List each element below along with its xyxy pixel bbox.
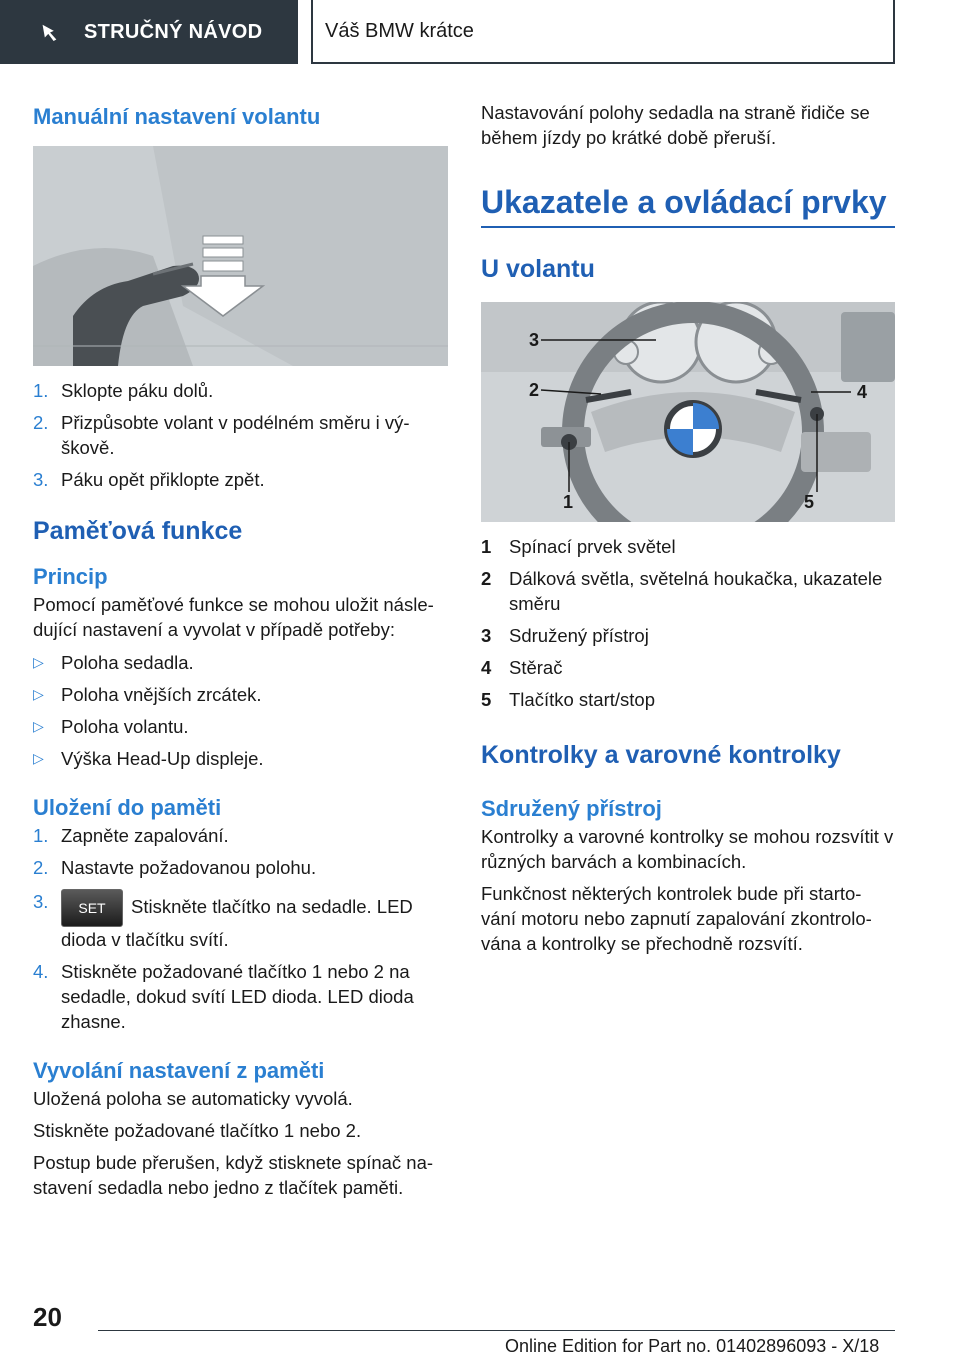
- left-column: [33, 100, 448, 1200]
- wheel-items: [481, 534, 895, 712]
- online-edition-note: Online Edition for Part no. 01402896093 - X/18: [505, 1336, 880, 1356]
- list-item: ▷ Výška Head-Up displeje.: [33, 748, 264, 769]
- set-button-icon: SET: [61, 889, 123, 927]
- cluster-heading: Sdružený přístroj: [481, 796, 662, 821]
- list-item: 2. Přizpůsobte volant v podélném směru i vý- škově.: [33, 412, 410, 458]
- list-item: 1. Zapněte zapalování.: [33, 825, 229, 846]
- chapter-header: [311, 0, 895, 64]
- list-item: 2. Nastavte požadovanou polohu.: [33, 857, 317, 878]
- footer-divider: [98, 1330, 895, 1331]
- callout-2: 2: [529, 380, 540, 400]
- callout-3: 3: [529, 330, 540, 350]
- list-item: 1. Sklopte páku dolů.: [33, 380, 214, 401]
- intro-text: Nastavování polohy sedadla na straně řidiče se během jízdy po krátké době přeruší.: [481, 102, 870, 148]
- callout-4: 4: [857, 382, 868, 402]
- list-item: ▷ Poloha sedadla.: [33, 652, 194, 673]
- list-item: 3 Sdružený přístroj: [481, 625, 649, 646]
- main-section-title: Ukazatele a ovládací prvky: [481, 182, 895, 228]
- list-item: 4. Stiskněte požadované tlačítko 1 nebo 2 na sedadle, dokud svítí LED dioda. LED dioda zhasne.: [33, 961, 414, 1032]
- list-item: ▷ Poloha volantu.: [33, 716, 189, 737]
- save-steps: [33, 823, 448, 1034]
- wheel-heading: U volantu: [481, 255, 595, 283]
- list-item: 3. SET Stiskněte tlačítko na sedadle. LED dioda v tlačítku svítí.: [33, 891, 413, 950]
- list-item: 1 Spínací prvek světel: [481, 536, 676, 557]
- callout-5: 5: [804, 492, 815, 512]
- recall-text-3: Postup bude přerušen, když stisknete spínač na-stavení sedadla nebo jedno z tlačítek paměti.: [33, 1152, 434, 1198]
- memory-function-heading: Paměťová funkce: [33, 517, 243, 545]
- recall-text-2: Stiskněte požadované tlačítko 1 nebo 2.: [33, 1120, 362, 1141]
- recall-text-1: Uložená poloha se automaticky vyvolá.: [33, 1088, 353, 1109]
- warning-lights-heading: Kontrolky a varovné kontrolky: [481, 741, 841, 769]
- list-item: 4 Stěrač: [481, 657, 563, 678]
- page-number: 20: [33, 1302, 62, 1332]
- pointer-icon: [40, 19, 66, 45]
- list-item: 2 Dálková světla, světelná houkačka, ukazatele směru: [481, 568, 883, 614]
- recall-heading: Vyvolání nastavení z paměti: [33, 1058, 325, 1083]
- steering-wheel-illustration: [481, 302, 895, 522]
- principle-text: Pomocí paměťové funkce se mohou uložit násle-dující nastavení a vyvolat v případě potřeby:: [33, 594, 434, 640]
- steering-lever-illustration: [33, 146, 448, 366]
- manual-adjust-heading: Manuální nastavení volantu: [33, 104, 321, 129]
- list-item: 5 Tlačítko start/stop: [481, 689, 655, 710]
- cluster-text-2: Funkčnost některých kontrolek bude při starto-vání motoru nebo zapnutí zapalování zkontrolo-vána a kontrolky se přechodně rozsvítí.: [481, 883, 872, 954]
- list-item: ▷ Poloha vnějších zrcátek.: [33, 684, 262, 705]
- principle-heading: Princip: [33, 564, 108, 589]
- list-item: 3. Páku opět přiklopte zpět.: [33, 469, 265, 490]
- section-tab-label: STRUČNÝ NÁVOD: [84, 20, 263, 43]
- callout-1: 1: [563, 492, 574, 512]
- principle-list: [33, 650, 448, 771]
- section-tab[interactable]: [0, 0, 298, 64]
- save-heading: Uložení do paměti: [33, 795, 222, 820]
- right-column: [481, 100, 895, 956]
- manual-steps: [33, 378, 448, 492]
- cluster-text-1: Kontrolky a varovné kontrolky se mohou rozsvítit v různých barvách a kombinacích.: [481, 826, 894, 872]
- chapter-title: Váš BMW krátce: [325, 19, 474, 42]
